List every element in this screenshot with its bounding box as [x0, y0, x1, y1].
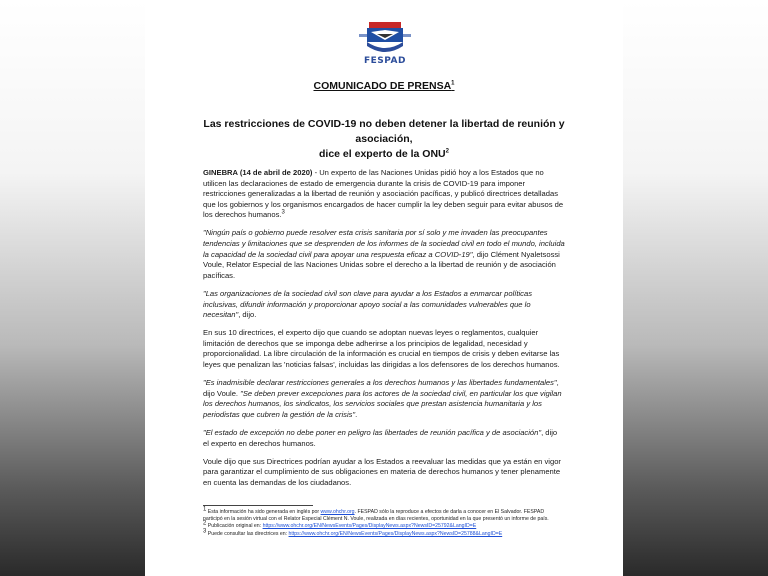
paragraph-7	[203, 457, 565, 489]
press-heading-footnote-ref[interactable]: 1	[451, 80, 455, 87]
paragraph-5-text: , dijo Voule.	[203, 378, 559, 398]
paragraph-5-text-2: .	[355, 409, 358, 419]
paragraph-3-text: , dijo.	[238, 310, 257, 320]
footnote-1-pre: Esta información ha sido generada en inglés por	[206, 509, 321, 515]
footnote-2	[203, 520, 565, 530]
paragraph-3	[203, 289, 565, 321]
footnote-1-number: 1	[203, 506, 207, 513]
document-page	[145, 0, 623, 576]
fespad-logo-icon	[355, 20, 415, 58]
footnote-ref-3[interactable]: 3	[281, 209, 285, 216]
dateline: GINEBRA (14 de abril de 2020)	[203, 168, 313, 177]
paragraph-4-text: En sus 10 directrices, el experto dijo que cuando se adoptan nuevas leyes o reglamentos, cualquier limitación de derechos que se imponga debe adherirse a los principios de legalidad, necesidad y proporcionalidad. La libre circulación de la información es crucial en tiempos de crisis y deben evitarse las leyes que penalizan las 'noticias falsas', incluidas las dirigidas a los defensores de los derechos humanos.	[203, 328, 560, 369]
paragraph-6-text: , dijo el experto en derechos humanos.	[203, 427, 558, 448]
paragraph-2-text: , dijo Clément Nyaletsossi Voule, Relator Especial de las Naciones Unidas sobre el derecho a la libertad de reunión y de asociación pacíficas.	[203, 249, 560, 280]
quote-3: "Es inadmisible declarar restricciones generales a los derechos humanos y las libertades fundamentales"	[203, 378, 557, 388]
quote-1: "Ningún país o gobierno puede resolver esta crisis sanitaria por sí solo y me invaden las preocupantes tendencias y limitaciones que se desprenden de los informes de la sociedad civil en todo el mundo, incluida la capacidad de la sociedad civil para apoyar una respuesta eficaz a COVID-19"	[203, 228, 565, 259]
fespad-logo	[355, 20, 415, 72]
paragraph-5	[203, 378, 565, 420]
quote-4: "Se deben prever excepciones para los actores de la sociedad civil, en particular los que vigilan los derechos humanos, los sindicatos, los servicios sociales que prestan asistencia humanitaria y los periodistas que cubren la gestión de la crisis"	[203, 388, 562, 419]
document-title	[145, 117, 623, 162]
title-footnote-ref[interactable]: 2	[445, 148, 449, 155]
footnote-1-post: . FESPAD sólo la reproduce a efectos de darla a conocer en El Salvador. FESPAD participó en la sesión virtual con el Relator Especial Clément N. Voule, realizada en días recientes, oportunidad en la que presentó un informe de país.	[203, 509, 549, 523]
paragraph-4	[203, 328, 565, 370]
footnote-divider	[203, 505, 313, 506]
title-line-2	[185, 147, 583, 162]
press-heading-text: COMUNICADO DE PRENSA	[313, 80, 452, 92]
press-release-heading	[145, 80, 623, 92]
footnote-2-link[interactable]: https://www.ohchr.org/EN/NewsEvents/Pages/DisplayNews.aspx?NewsID=25792&LangID=E	[262, 523, 477, 530]
footnote-2-pre: Publicación original en:	[206, 523, 263, 530]
paragraph-1	[203, 168, 565, 221]
paragraph-6	[203, 428, 565, 449]
footnote-1	[203, 506, 565, 523]
paragraph-7-text: Voule dijo que sus Directrices podrían ayudar a los Estados a reevaluar las medidas que ya están en vigor para garantizar el cumplimiento de sus obligaciones en materia de derechos humanos y tener plenamente en cuenta las demandas de los ciudadanos.	[203, 456, 561, 487]
paragraph-1-text: - Un experto de las Naciones Unidas pidió hoy a los Estados que no utilicen las declaraciones de estado de emergencia durante la crisis de COVID-19 para imponer restricciones generalizadas a la libertad de reunión y asociación pacíficas, y publicó directrices detalladas que los gobiernos y los organismos encargados de hacer cumplir la ley deben seguir para evitar abusos de los derechos humanos.	[203, 168, 564, 220]
footnote-1-link[interactable]: www.ohchr.org	[320, 509, 355, 515]
footnote-3-link[interactable]: https://www.ohchr.org/EN/NewsEvents/Pages/DisplayNews.aspx?NewsID=25788&LangID=E	[288, 530, 503, 537]
footnote-3-number: 3	[203, 527, 207, 534]
document-body	[203, 168, 565, 496]
footnotes	[203, 505, 565, 538]
title-line-1: Las restricciones de COVID-19 no deben detener la libertad de reunión y asociación,	[203, 118, 565, 145]
quote-2: "Las organizaciones de la sociedad civil son clave para ayudar a los Estados a enmarcar políticas inclusivas, difundir información y proporcionar apoyo social a las comunidades vulnerables que lo necesitan"	[203, 288, 532, 320]
quote-5: "El estado de excepción no debe poner en peligro las libertades de reunión pacífica y de asociación"	[203, 427, 542, 437]
footnote-2-number: 2	[203, 520, 207, 527]
footnote-3-pre: Puede consultar las directrices en:	[206, 530, 289, 537]
logo-text: FESPAD	[364, 56, 406, 66]
footnote-3	[203, 527, 565, 538]
paragraph-2	[203, 228, 565, 281]
title-line-2-text: dice el experto de la ONU	[319, 148, 446, 160]
